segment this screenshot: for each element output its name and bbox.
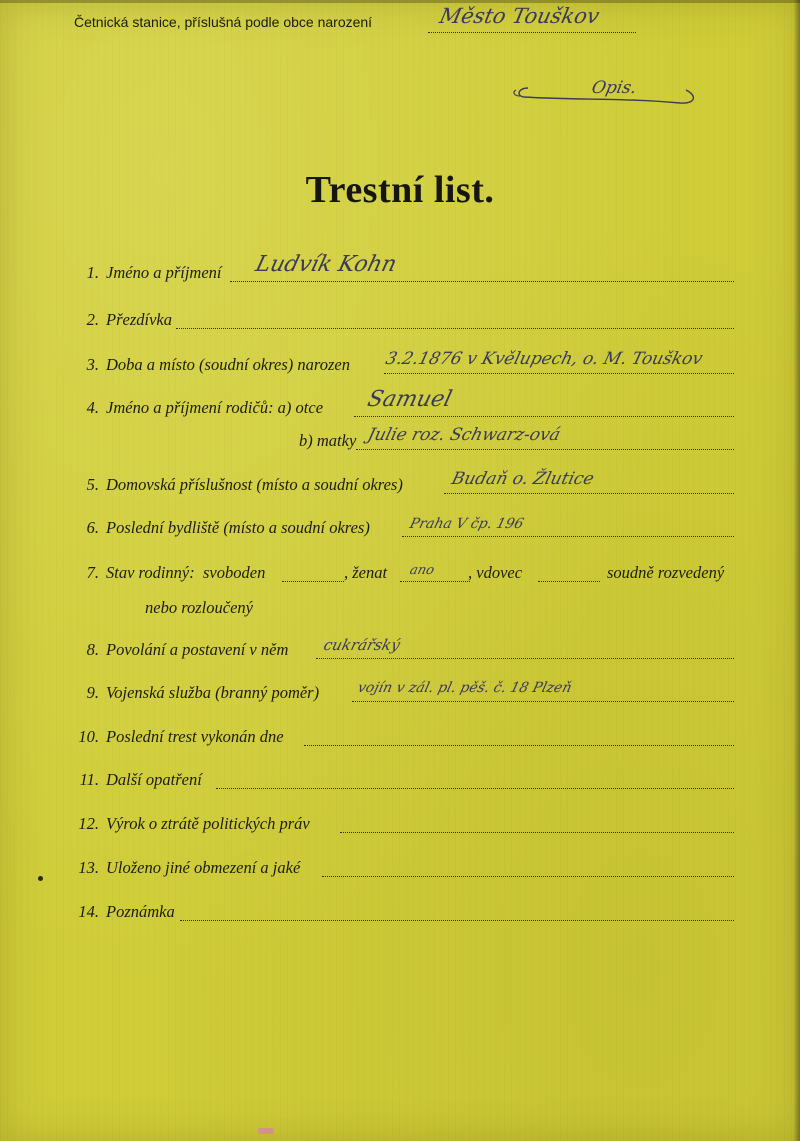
field-value: cukrářský	[321, 636, 402, 654]
field-row-family-status	[0, 563, 800, 623]
field-row-occupation	[0, 636, 800, 674]
field-label: Povolání a postavení v něm	[106, 640, 289, 659]
field-label: b) matky	[299, 431, 357, 450]
field-label: Poslední trest vykonán dne	[106, 727, 284, 746]
field-line	[216, 788, 734, 789]
family-status-label: Stav rodinný:	[106, 563, 195, 582]
station-value: Město Touškov	[437, 4, 602, 28]
field-number: 10.	[78, 727, 99, 746]
married-value: ano	[408, 563, 436, 578]
field-number: 1.	[86, 263, 99, 282]
field-line	[180, 920, 734, 921]
field-value: Budaň o. Žlutice	[449, 469, 597, 489]
field-number: 9.	[86, 683, 99, 702]
field-row-political-rights	[0, 814, 800, 848]
field-number: 2.	[86, 310, 99, 329]
field-line	[340, 832, 734, 833]
field-row-note	[0, 902, 800, 936]
field-label: Poslední bydliště (místo a soudní okres)	[106, 518, 370, 537]
field-line	[230, 281, 734, 282]
field-number: 5.	[86, 475, 99, 494]
field-value: Praha V čp. 196	[408, 516, 526, 532]
field-number: 4.	[86, 398, 99, 417]
field-line	[176, 328, 734, 329]
field-label: Doba a místo (soudní okres) narozen	[106, 355, 350, 374]
field-row-mother	[0, 425, 800, 465]
field-row-military	[0, 680, 800, 717]
field-line	[352, 701, 734, 702]
opis-mark	[510, 70, 710, 120]
married-label: , ženat	[344, 563, 388, 582]
widower-line	[538, 581, 600, 582]
field-number: 3.	[86, 355, 99, 374]
field-label: Jméno a příjmení rodičů: a) otce	[106, 398, 324, 417]
field-value: Ludvík Kohn	[252, 252, 400, 277]
field-value: vojín v zál. pl. pěš. č. 18 Plzeň	[356, 680, 574, 696]
field-number: 14.	[78, 902, 99, 921]
married-line	[400, 581, 470, 582]
field-row-last-sentence	[0, 727, 800, 761]
field-row-domicile	[0, 469, 800, 509]
field-row-nickname	[0, 310, 800, 344]
field-number: 11.	[79, 770, 99, 789]
field-row-name	[0, 252, 800, 297]
field-label: Jméno a příjmení	[106, 263, 222, 282]
field-row-last-residence	[0, 518, 800, 552]
field-label: Vojenská služba (branný poměr)	[106, 683, 320, 702]
divorced-label: soudně rozvedený	[607, 563, 725, 582]
field-number: 8.	[86, 640, 99, 659]
stain-mark	[258, 1128, 274, 1134]
field-row-birth	[0, 349, 800, 389]
field-value: Samuel	[364, 387, 455, 412]
field-label: Domovská příslušnost (místo a soudní okres)	[106, 475, 403, 494]
field-row-other-measures	[0, 770, 800, 804]
field-value: Julie roz. Schwarz-ová	[365, 425, 563, 445]
field-row-other-restrictions	[0, 858, 800, 892]
station-label: Četnická stanice, příslušná podle obce narození	[74, 14, 373, 30]
ink-speck	[38, 876, 43, 881]
field-number: 6.	[86, 518, 99, 537]
field-number: 12.	[78, 814, 99, 833]
top-edge	[0, 0, 800, 3]
field-number: 7.	[86, 563, 99, 582]
single-label: svoboden	[203, 563, 266, 582]
opis-text: Opis.	[589, 78, 639, 98]
field-line	[444, 493, 734, 494]
field-line	[402, 536, 734, 537]
field-number: 13.	[78, 858, 99, 877]
single-line	[282, 581, 344, 582]
field-line	[316, 658, 734, 659]
separated-label: nebo rozloučený	[145, 598, 253, 617]
field-label: Uloženo jiné obmezení a jaké	[106, 858, 301, 877]
field-label: Další opatření	[106, 770, 202, 789]
field-line	[384, 373, 734, 374]
field-value: 3.2.1876 v Kvělupech, o. M. Touškov	[383, 349, 705, 369]
field-line	[304, 745, 734, 746]
document-title: Trestní list.	[305, 169, 495, 211]
widower-label: , vdovec	[468, 563, 523, 582]
field-line	[322, 876, 734, 877]
field-label: Přezdívka	[106, 310, 172, 329]
field-line	[356, 449, 734, 450]
field-label: Poznámka	[106, 902, 175, 921]
field-line	[354, 416, 734, 417]
field-label: Výrok o ztrátě politických práv	[106, 814, 310, 833]
